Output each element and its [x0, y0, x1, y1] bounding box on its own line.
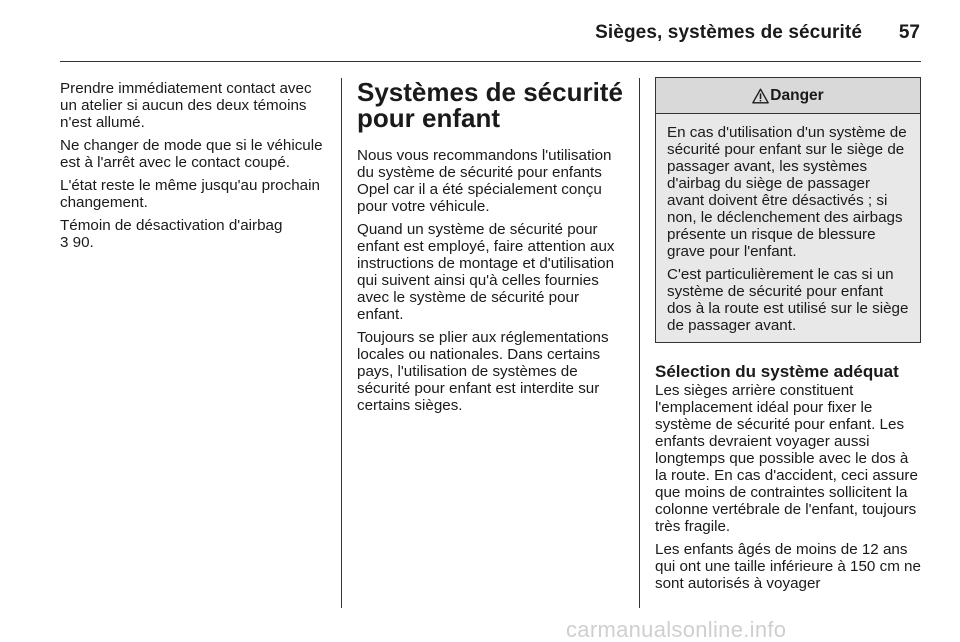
warning-triangle-icon [752, 88, 769, 104]
watermark: carmanualsonline.info [566, 617, 787, 642]
section-heading: Systèmes de sécurité pour enfant [357, 77, 623, 133]
subheading: Sélection du système adéquat [655, 362, 899, 381]
paragraph: Quand un système de sécurité pour enfant est employé, faire attention aux instructions de montage et d'utilisation qui suivent ainsi qu'à celles fournies avec le système de sécurité pour enfant. [357, 221, 615, 323]
column-2 [357, 77, 623, 420]
danger-header [656, 78, 920, 114]
header-title: Sièges, systèmes de sécurité [595, 22, 862, 43]
paragraph: Nous vous recommandons l'utilisation du système de sécurité pour enfants Opel car il a été spécialement conçu pour votre véhicule. [357, 147, 612, 215]
danger-paragraph: C'est particulièrement le cas si un système de sécurité pour enfant dos à la route est utilisé sur le siège de passager avant. [667, 266, 909, 334]
danger-box [655, 77, 921, 343]
paragraph: Prendre immédiatement contact avec un atelier si aucun des deux témoins n'est allumé. [60, 80, 312, 131]
paragraph: Les enfants âgés de moins de 12 ans qui ont une taille inférieure à 150 cm ne sont autorisés à voyager [655, 541, 921, 592]
paragraph: Témoin de désactivation d'airbag [60, 217, 283, 234]
paragraph: Ne changer de mode que si le véhicule est à l'arrêt avec le contact coupé. [60, 137, 323, 171]
column-divider [341, 78, 342, 608]
page-number: 57 [898, 22, 920, 43]
paragraph: L'état reste le même jusqu'au prochain changement. [60, 177, 320, 211]
header-rule [60, 61, 921, 62]
column-1 [60, 80, 326, 257]
cross-reference: 3 90. [60, 234, 94, 251]
column-divider [639, 78, 640, 608]
column-3 [655, 77, 921, 598]
paragraph: Toujours se plier aux réglementations locales ou nationales. Dans certains pays, l'utilisation de systèmes de sécurité pour enfant est interdite sur certains sièges. [357, 329, 609, 414]
danger-body [656, 114, 920, 342]
danger-paragraph: En cas d'utilisation d'un système de sécurité pour enfant sur le siège de passager avant, les systèmes d'airbag du siège de passager avant doivent être désactivés ; si non, le déclenchement des airbags présente un risque de blessure grave pour l'enfant. [667, 124, 907, 260]
paragraph: Les sièges arrière constituent l'emplacement idéal pour fixer le système de sécurité pour enfant. Les enfants devraient voyager aussi longtemps que possible avec le dos à la route. En cas d'accident, ceci assure que moins de contraintes sollicitent la colonne vertébrale de l'enfant, toujours très fragile. [655, 382, 918, 535]
danger-label: Danger [770, 87, 824, 104]
